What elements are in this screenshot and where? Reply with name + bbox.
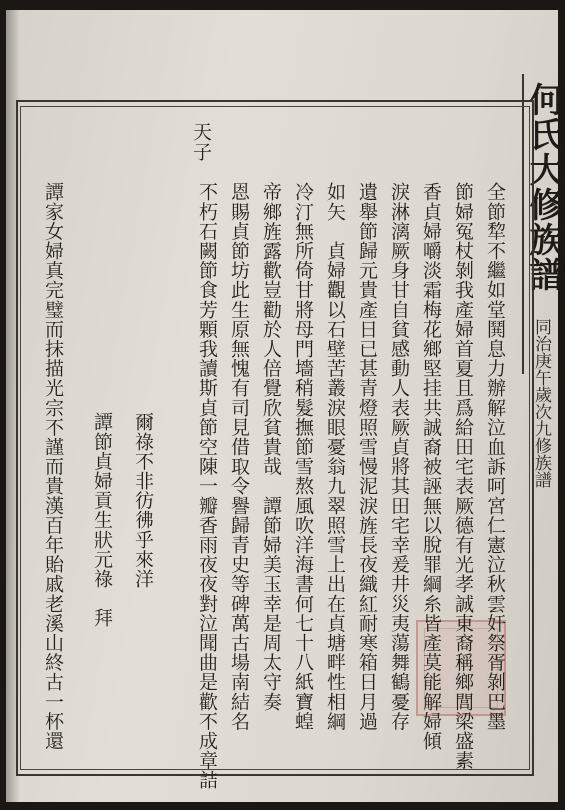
text-column-5: 遺舉節歸元貴產日已甚青燈照雪慢泥淚旌長夜織紅耐寒箱日月過 bbox=[356, 182, 378, 731]
text-column-12: 爾祿不非彷彿乎來洋 bbox=[132, 412, 154, 589]
text-column-6: 如矢 貞婦觀以石壁苦叢淚眼憂翁九翠照雪上出在貞塘畔性相綱 bbox=[324, 182, 346, 731]
text-column-13: 譚節貞婦貢生狀元祿 拜 bbox=[91, 412, 113, 628]
text-column-1: 全節犂不繼如堂鬨息力辦解泣血訴呵宮仁憲泣秋雲奸祭胥剝巴墨 bbox=[484, 182, 506, 731]
text-column-4: 淚淋漓厥身甘自貧感動人表厥貞將其田宅幸爰井災夷蕩舞鶴憂存 bbox=[388, 182, 410, 731]
text-column-14: 譚家女婦真完璧而抹描光宗不謹而貴漢百年貽戚老溪山終古一杯還 bbox=[42, 182, 64, 751]
text-column-2: 節婦冤杖剝我產婦首夏且爲給田宅表厥德有光孝誠東裔稱鄉閭梁盛素 bbox=[452, 182, 474, 770]
text-column-3: 香貞婦嚼淡霜梅花鄉堅挂共誠裔被誣無以脫罪綱糸皆產莫能解婦傾 bbox=[420, 182, 442, 751]
text-column-raised-tianzi: 天子 bbox=[190, 122, 212, 162]
text-column-10: 不朽石闕節食芳顆我讀斯貞節空陳一瓣香雨夜夜對泣聞曲是歡不成章詰 bbox=[196, 182, 218, 790]
text-column-9: 恩賜貞節坊此生原無愧有司見借取令譽歸青史等碑萬古場南結名 bbox=[228, 182, 250, 731]
text-column-8: 帝鄉旌露歡豈勸於人倍覺欣貧貴哉 譚節婦美玉幸是周太守奏 bbox=[260, 182, 282, 712]
book-page bbox=[6, 10, 563, 802]
text-column-7: 冷汀無所倚甘將母門墻稍髮撫節雪熬風吹洋海書何七十八紙寶蝗 bbox=[292, 182, 314, 731]
section-label: 同治庚午歲次九修族譜 bbox=[531, 318, 551, 488]
book-title: 何氏大修族譜 bbox=[523, 82, 563, 292]
